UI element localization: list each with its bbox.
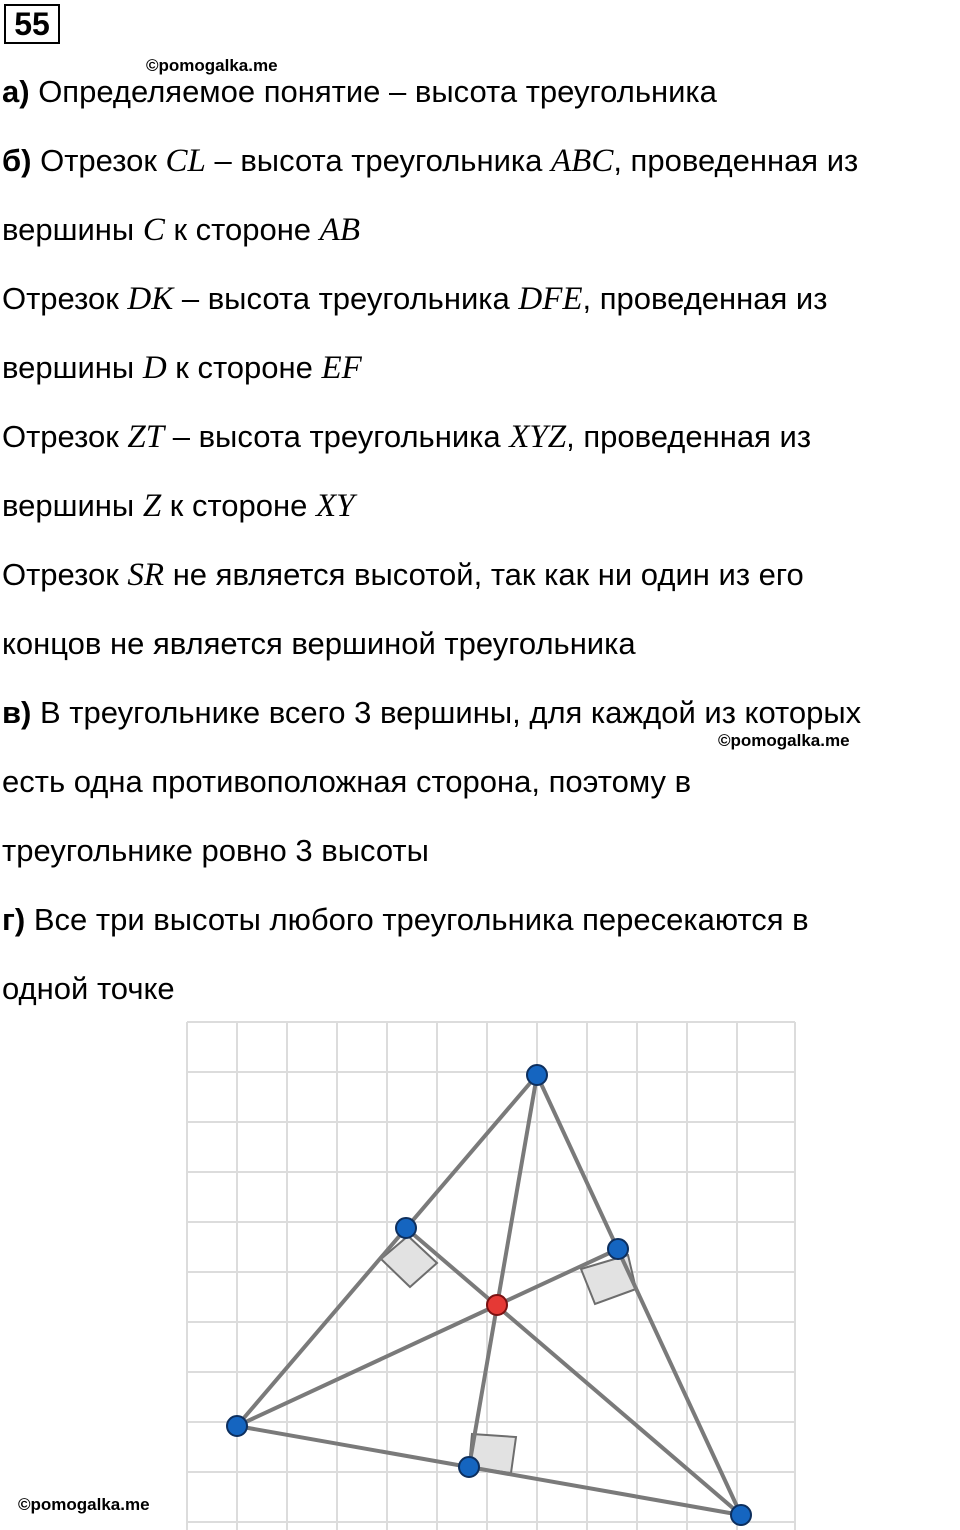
side-top-right <box>537 1075 741 1515</box>
right-angle-mark-left <box>381 1236 437 1287</box>
watermark-top: ©pomogalka.me <box>146 56 278 75</box>
foot-left <box>396 1218 416 1238</box>
line-b6: вершины Z к стороне XY <box>2 488 355 524</box>
line-b7: Отрезок SR не является высотой, так как ни один из его <box>2 557 804 593</box>
foot-bottom <box>459 1457 479 1477</box>
line-d1: г) Все три высоты любого треугольника пересекаются в <box>2 902 809 937</box>
orthocenter <box>487 1295 507 1315</box>
line-b2: вершины C к стороне AB <box>2 212 360 248</box>
line-a: а) Определяемое понятие – высота треугольника <box>2 74 717 109</box>
vertex-right <box>731 1505 751 1525</box>
line-c3: треугольнике ровно 3 высоты <box>2 833 429 868</box>
foot-right <box>608 1239 628 1259</box>
watermark-bottom: ©pomogalka.me <box>18 1495 150 1514</box>
line-c2: есть одна противоположная сторона, поэтому в <box>2 764 692 799</box>
line-b8: концов не является вершиной треугольника <box>2 626 636 661</box>
vertex-top <box>527 1065 547 1085</box>
line-b4: вершины D к стороне EF <box>2 350 362 386</box>
line-b5: Отрезок ZT – высота треугольника XYZ, проведенная из <box>2 419 812 455</box>
line-c1: в) В треугольнике всего 3 вершины, для каждой из которых <box>2 695 862 730</box>
vertex-left <box>227 1416 247 1436</box>
line-b1: б) Отрезок CL – высота треугольника ABC, проведенная из <box>2 143 859 179</box>
line-d2: одной точке <box>2 971 175 1006</box>
line-b3: Отрезок DK – высота треугольника DFE, проведенная из <box>2 281 828 317</box>
altitude-from-left <box>237 1249 618 1426</box>
watermark-middle: ©pomogalka.me <box>718 731 850 750</box>
problem-number: 55 <box>4 4 60 44</box>
